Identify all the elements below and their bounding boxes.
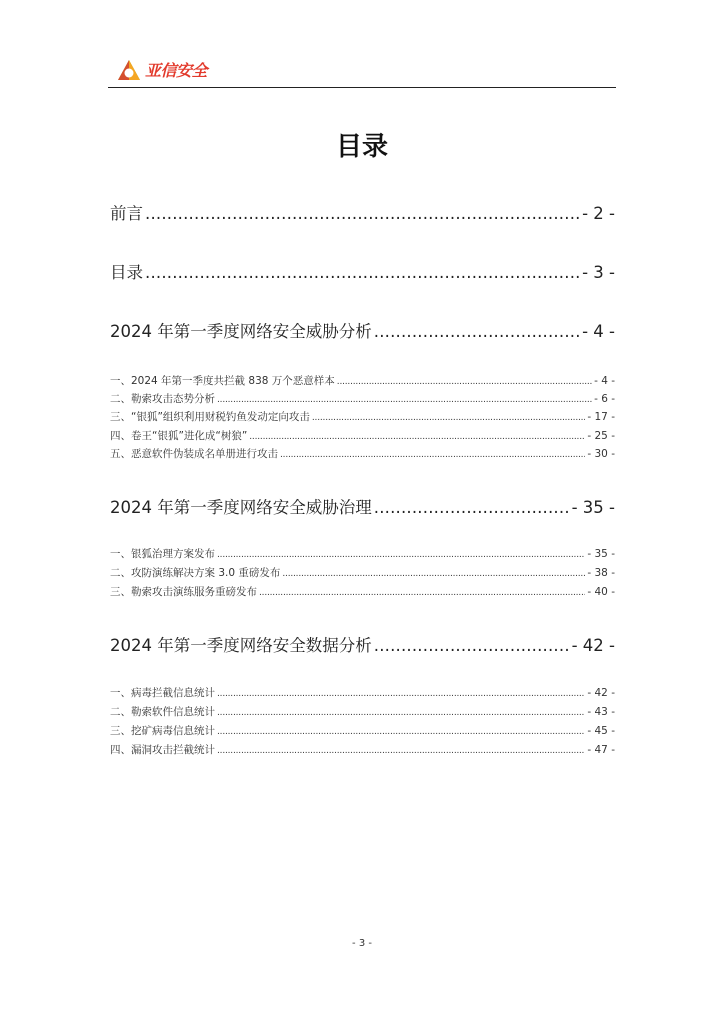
toc-subentry[interactable] xyxy=(110,685,615,700)
toc-leader-dots xyxy=(145,204,580,223)
toc-entry-label: 四、卷王“银狐”进化成“树狼” xyxy=(110,430,248,442)
toc-subentry[interactable] xyxy=(110,428,615,443)
toc-entry-page: - 2 - xyxy=(582,204,615,223)
toc-leader-dots xyxy=(374,322,580,341)
toc-entry-page: - 35 - xyxy=(587,548,615,560)
toc-entry-label: 前言 xyxy=(110,204,143,223)
toc-leader-dots xyxy=(217,746,585,756)
toc-subentry[interactable] xyxy=(110,742,615,757)
toc-leader-dots xyxy=(374,498,570,517)
toc-subentry[interactable] xyxy=(110,704,615,719)
toc-entry-contents[interactable] xyxy=(110,259,615,283)
triangle-ring-logo-icon xyxy=(116,58,142,84)
toc-entry-page: - 25 - xyxy=(587,430,615,442)
toc-entry-page: - 6 - xyxy=(594,393,615,405)
toc-entry-page: - 4 - xyxy=(594,375,615,387)
page-header xyxy=(108,52,616,88)
toc-entry-preface[interactable] xyxy=(110,200,615,224)
toc-entry-label: 一、银狐治理方案发布 xyxy=(110,548,215,560)
toc-entry-label: 二、攻防演练解决方案 3.0 重磅发布 xyxy=(110,567,281,579)
toc-leader-dots xyxy=(217,395,592,405)
toc-leader-dots xyxy=(145,263,580,282)
brand-logo xyxy=(116,58,207,84)
toc-entry-label: 四、漏洞攻击拦截统计 xyxy=(110,744,215,756)
toc-entry-page: - 43 - xyxy=(587,706,615,718)
toc-entry-label: 三、勒索攻击演练服务重磅发布 xyxy=(110,586,257,598)
toc-entry-page: - 47 - xyxy=(587,744,615,756)
toc-leader-dots xyxy=(374,636,570,655)
toc-leader-dots xyxy=(312,413,585,423)
toc-entry-page: - 40 - xyxy=(587,586,615,598)
toc-subentry[interactable] xyxy=(110,546,615,561)
toc-entry-threat-analysis[interactable] xyxy=(110,318,615,342)
toc-leader-dots xyxy=(217,727,585,737)
toc-entry-label: 目录 xyxy=(110,263,143,282)
toc-subentry[interactable] xyxy=(110,565,615,580)
toc-entry-threat-governance[interactable] xyxy=(110,494,615,518)
toc-entry-label: 三、挖矿病毒信息统计 xyxy=(110,725,215,737)
toc-leader-dots xyxy=(217,689,585,699)
toc-leader-dots xyxy=(249,432,585,442)
toc-leader-dots xyxy=(217,708,585,718)
toc-entry-page: - 30 - xyxy=(587,448,615,460)
toc-leader-dots xyxy=(282,569,585,579)
toc-entry-page: - 4 - xyxy=(582,322,615,341)
toc-entry-label: 二、勒索攻击态势分析 xyxy=(110,393,215,405)
toc-entry-page: - 35 - xyxy=(571,498,615,517)
toc-leader-dots xyxy=(337,377,592,387)
toc-subentry[interactable] xyxy=(110,373,615,388)
toc-entry-label: 2024 年第一季度网络安全威胁分析 xyxy=(110,322,372,341)
toc-leader-dots xyxy=(259,588,585,598)
toc-leader-dots xyxy=(217,550,585,560)
toc-entry-label: 三、“银狐”组织利用财税钓鱼发动定向攻击 xyxy=(110,411,310,423)
toc-entry-page: - 42 - xyxy=(587,687,615,699)
toc-entry-data-analysis[interactable] xyxy=(110,632,615,656)
toc-entry-label: 五、恶意软件伪装成名单册进行攻击 xyxy=(110,448,278,460)
toc-entry-page: - 42 - xyxy=(571,636,615,655)
toc-subentry[interactable] xyxy=(110,446,615,461)
header-divider xyxy=(108,87,616,88)
toc-entry-page: - 45 - xyxy=(587,725,615,737)
toc-entry-page: - 38 - xyxy=(587,567,615,579)
toc-entry-label: 二、勒索软件信息统计 xyxy=(110,706,215,718)
toc-subentry[interactable] xyxy=(110,584,615,599)
page-title: 目录 xyxy=(335,132,388,162)
toc-subentry[interactable] xyxy=(110,391,615,406)
toc-subentry[interactable] xyxy=(110,723,615,738)
toc-entry-label: 2024 年第一季度网络安全威胁治理 xyxy=(110,498,372,517)
toc-entry-label: 一、病毒拦截信息统计 xyxy=(110,687,215,699)
toc-subentry[interactable] xyxy=(110,409,615,424)
toc-entry-label: 2024 年第一季度网络安全数据分析 xyxy=(110,636,372,655)
toc-entry-label: 一、2024 年第一季度共拦截 838 万个恶意样本 xyxy=(110,375,335,387)
page-number: - 3 - xyxy=(352,938,372,949)
toc-entry-page: - 17 - xyxy=(587,411,615,423)
brand-name: 亚信安全 xyxy=(145,61,208,80)
toc-entry-page: - 3 - xyxy=(582,263,615,282)
toc-leader-dots xyxy=(280,450,585,460)
